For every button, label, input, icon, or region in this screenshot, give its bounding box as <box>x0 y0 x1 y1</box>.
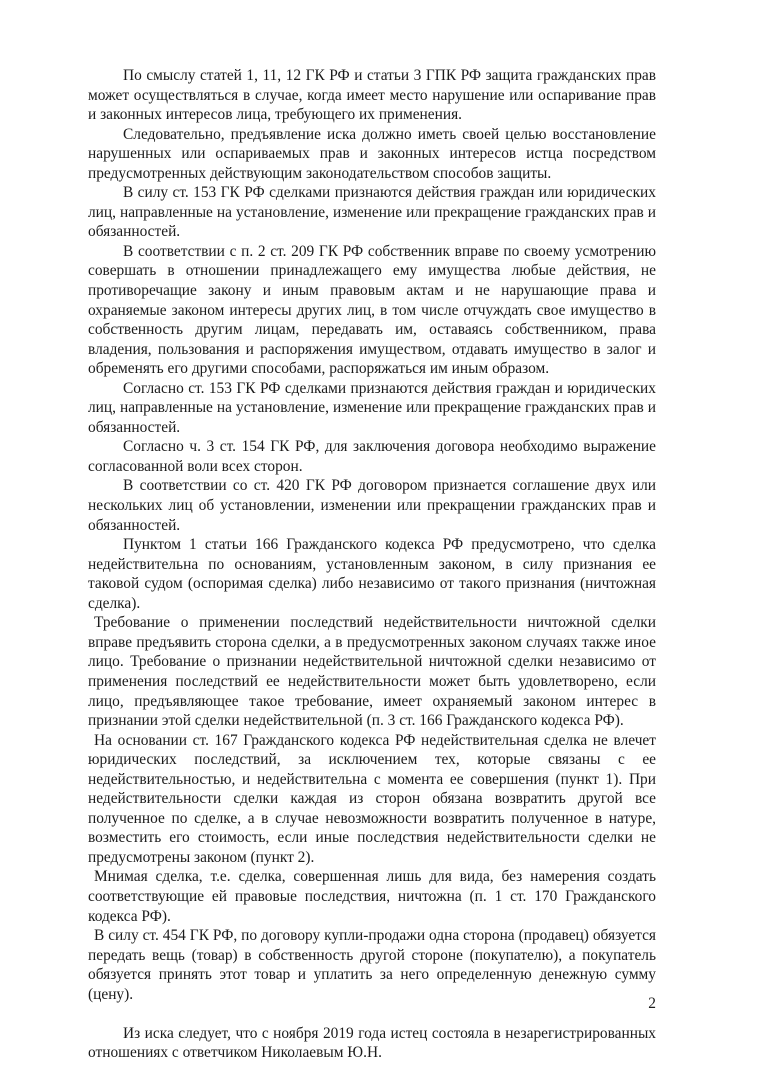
paragraph: Требование о применении последствий недействительности ничтожной сделки вправе предъявить сторона сделки, а в предусмотренных законом случаях также иное лицо. Требование о признании недействительной ничтожной сделки независимо от применения последствий ее недействительности может быть удовлетворено, если лицо, предъявляющее такое требование, имеет охраняемый законом интерес в признании этой сделки недействительной (п. 3 ст. 166 Гражданского кодекса РФ). <box>88 614 656 730</box>
paragraph: Мнимая сделка, т.е. сделка, совершенная лишь для вида, без намерения создать соответствующие ей правовые последствия, ничтожна (п. 1 ст. 170 Гражданского кодекса РФ). <box>88 868 656 925</box>
paragraph: В соответствии со ст. 420 ГК РФ договором признается соглашение двух или нескольких лиц об установлении, изменении или прекращении гражданских прав и обязанностей. <box>88 477 656 534</box>
paragraph: Следовательно, предъявление иска должно иметь своей целью восстановление нарушенных или оспариваемых прав и законных интересов истца посредством предусмотренных действующим законодательством способов защиты. <box>88 125 656 182</box>
paragraph: Из иска следует, что с ноября 2019 года истец состояла в незарегистрированных отношениях с ответчиком Николаевым Ю.Н. <box>88 1024 656 1062</box>
paragraph: Согласно ч. 3 ст. 154 ГК РФ, для заключения договора необходимо выражение согласованной воли всех сторон. <box>88 438 656 475</box>
paragraph: По смыслу статей 1, 11, 12 ГК РФ и статьи 3 ГПК РФ защита гражданских прав может осуществляться в случае, когда имеет место нарушение или оспаривание прав и законных интересов лица, требующего их применения. <box>88 67 656 124</box>
page-number: 2 <box>648 995 656 1012</box>
paragraph: На основании ст. 167 Гражданского кодекса РФ недействительная сделка не влечет юридических последствий, за исключением тех, которые связаны с ее недействительностью, и недействительна с момента ее совершения (пункт 1). При недействительности сделки каждая из сторон обязана возвратить другой все полученное по сделке, а в случае невозможности возвратить полученное в натуре, возместить его стоимость, если иные последствия недействительности сделки не предусмотрены законом (пункт 2). <box>88 731 656 866</box>
document-body <box>88 66 656 1063</box>
paragraph: В силу ст. 454 ГК РФ, по договору купли-продажи одна сторона (продавец) обязуется передать вещь (товар) в собственность другой стороне (покупателю), а покупатель обязуется принять этот товар и уплатить за него определенную денежную сумму (цену). <box>88 927 656 1003</box>
paragraph: Пунктом 1 статьи 166 Гражданского кодекса РФ предусмотрено, что сделка недействительна по основаниям, установленным законом, в силу признания ее таковой судом (оспоримая сделка) либо независимо от такого признания (ничтожная сделка). <box>88 536 656 612</box>
paragraph: Согласно ст. 153 ГК РФ сделками признаются действия граждан и юридических лиц, направленные на установление, изменение или прекращение гражданских прав и обязанностей. <box>88 379 656 436</box>
paragraph: В соответствии с п. 2 ст. 209 ГК РФ собственник вправе по своему усмотрению совершать в отношении принадлежащего ему имущества любые действия, не противоречащие закону и иным правовым актам и не нарушающие права и охраняемые законом интересы других лиц, в том числе отчуждать свое имущество в собственность другим лицам, передавать им, оставаясь собственником, права владения, пользования и распоряжения имуществом, отдавать имущество в залог и обременять его другими способами, распоряжаться им иным образом. <box>88 242 656 378</box>
paragraph: В силу ст. 153 ГК РФ сделками признаются действия граждан или юридических лиц, направленные на установление, изменение или прекращение гражданских прав и обязанностей. <box>88 184 656 241</box>
